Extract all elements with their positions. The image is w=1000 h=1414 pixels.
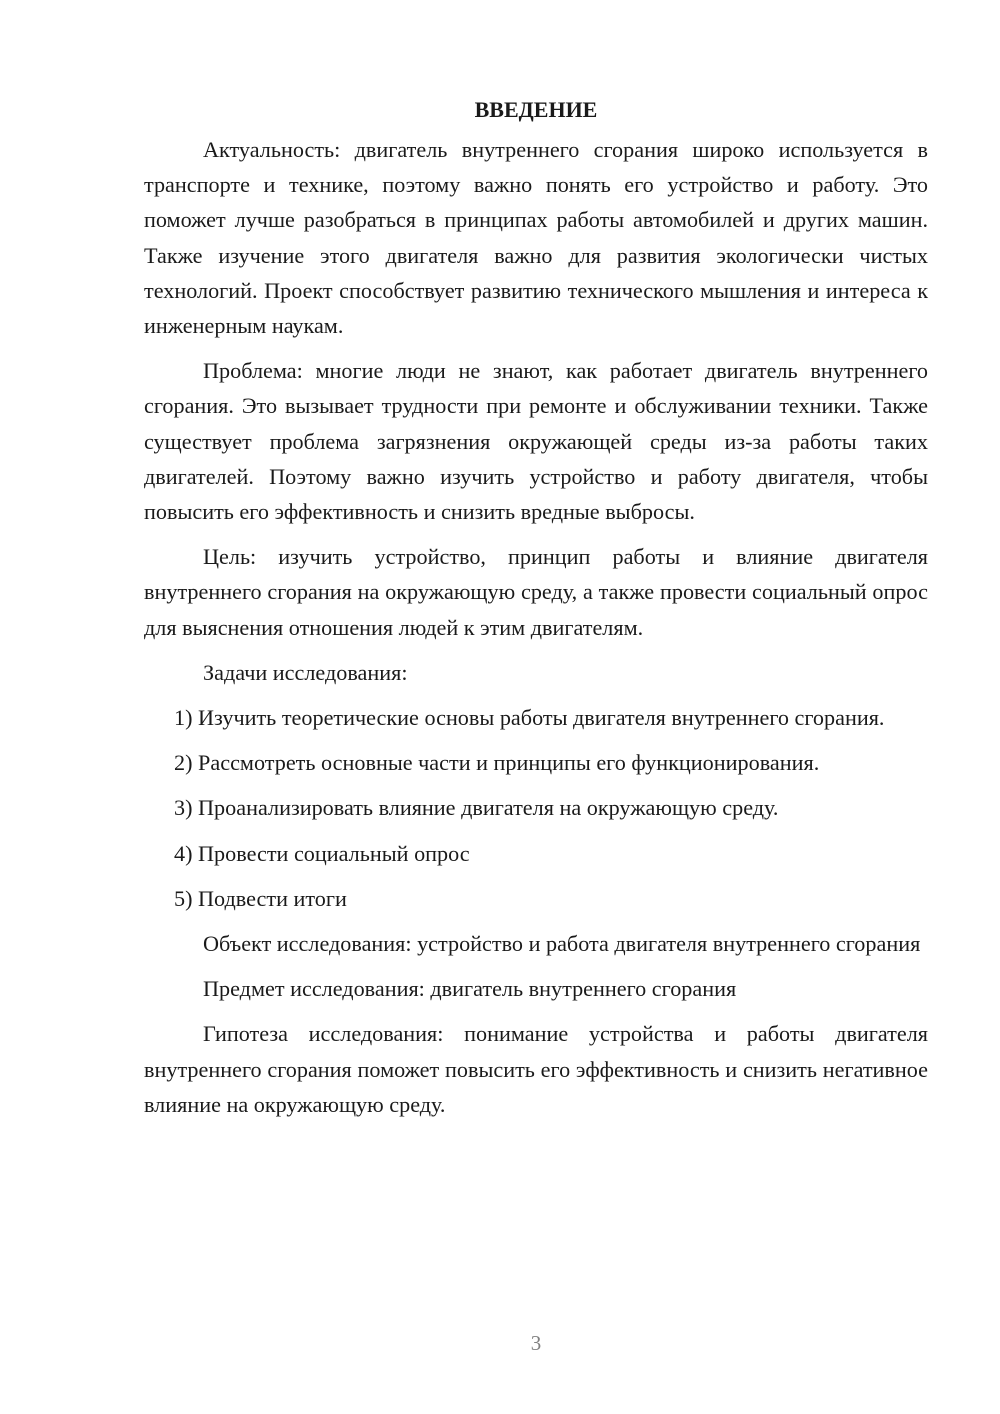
relevance-paragraph: Актуальность: двигатель внутреннего сгорания широко используется в транспорте и технике, поэтому важно понять его устройство и работу. Это поможет лучше разобраться в принципах работы автомобилей и других машин. Также изучение этого двигателя важно для развития экологически чистых технологий. Проект способствует развитию технического мышления и интереса к инженерным наукам. <box>144 137 928 339</box>
subject-paragraph: Предмет исследования: двигатель внутреннего сгорания <box>203 976 737 1002</box>
tasks-list <box>144 700 928 916</box>
task-item: 4) Провести социальный опрос <box>174 840 470 866</box>
goal-paragraph: Цель: изучить устройство, принцип работы и влияние двигателя внутреннего сгорания на окружающую среду, а также провести социальный опрос для выяснения отношения людей к этим двигателям. <box>144 544 928 640</box>
task-item: 1) Изучить теоретические основы работы двигателя внутреннего сгорания. <box>174 705 885 731</box>
task-item: 2) Рассмотреть основные части и принципы его функционирования. <box>174 750 820 776</box>
problem-paragraph: Проблема: многие люди не знают, как работает двигатель внутреннего сгорания. Это вызывает трудности при ремонте и обслуживании техники. Также существует проблема загрязнения окружающей среды из-за работы таких двигателей. Поэтому важно изучить устройство и работу двигателя, чтобы повысить его эффективность и снизить вредные выбросы. <box>144 358 928 525</box>
page-number: 3 <box>530 1331 542 1355</box>
tasks-title: Задачи исследования: <box>203 659 408 685</box>
section-heading: ВВЕДЕНИЕ <box>474 97 598 122</box>
task-item: 5) Подвести итоги <box>174 885 347 911</box>
task-item: 3) Проанализировать влияние двигателя на окружающую среду. <box>174 795 779 821</box>
object-paragraph: Объект исследования: устройство и работа двигателя внутреннего сгорания <box>203 931 921 957</box>
hypothesis-paragraph: Гипотеза исследования: понимание устройства и работы двигателя внутреннего сгорания поможет повысить его эффективность и снизить негативное влияние на окружающую среду. <box>144 1021 928 1117</box>
document-page <box>144 92 928 1132</box>
